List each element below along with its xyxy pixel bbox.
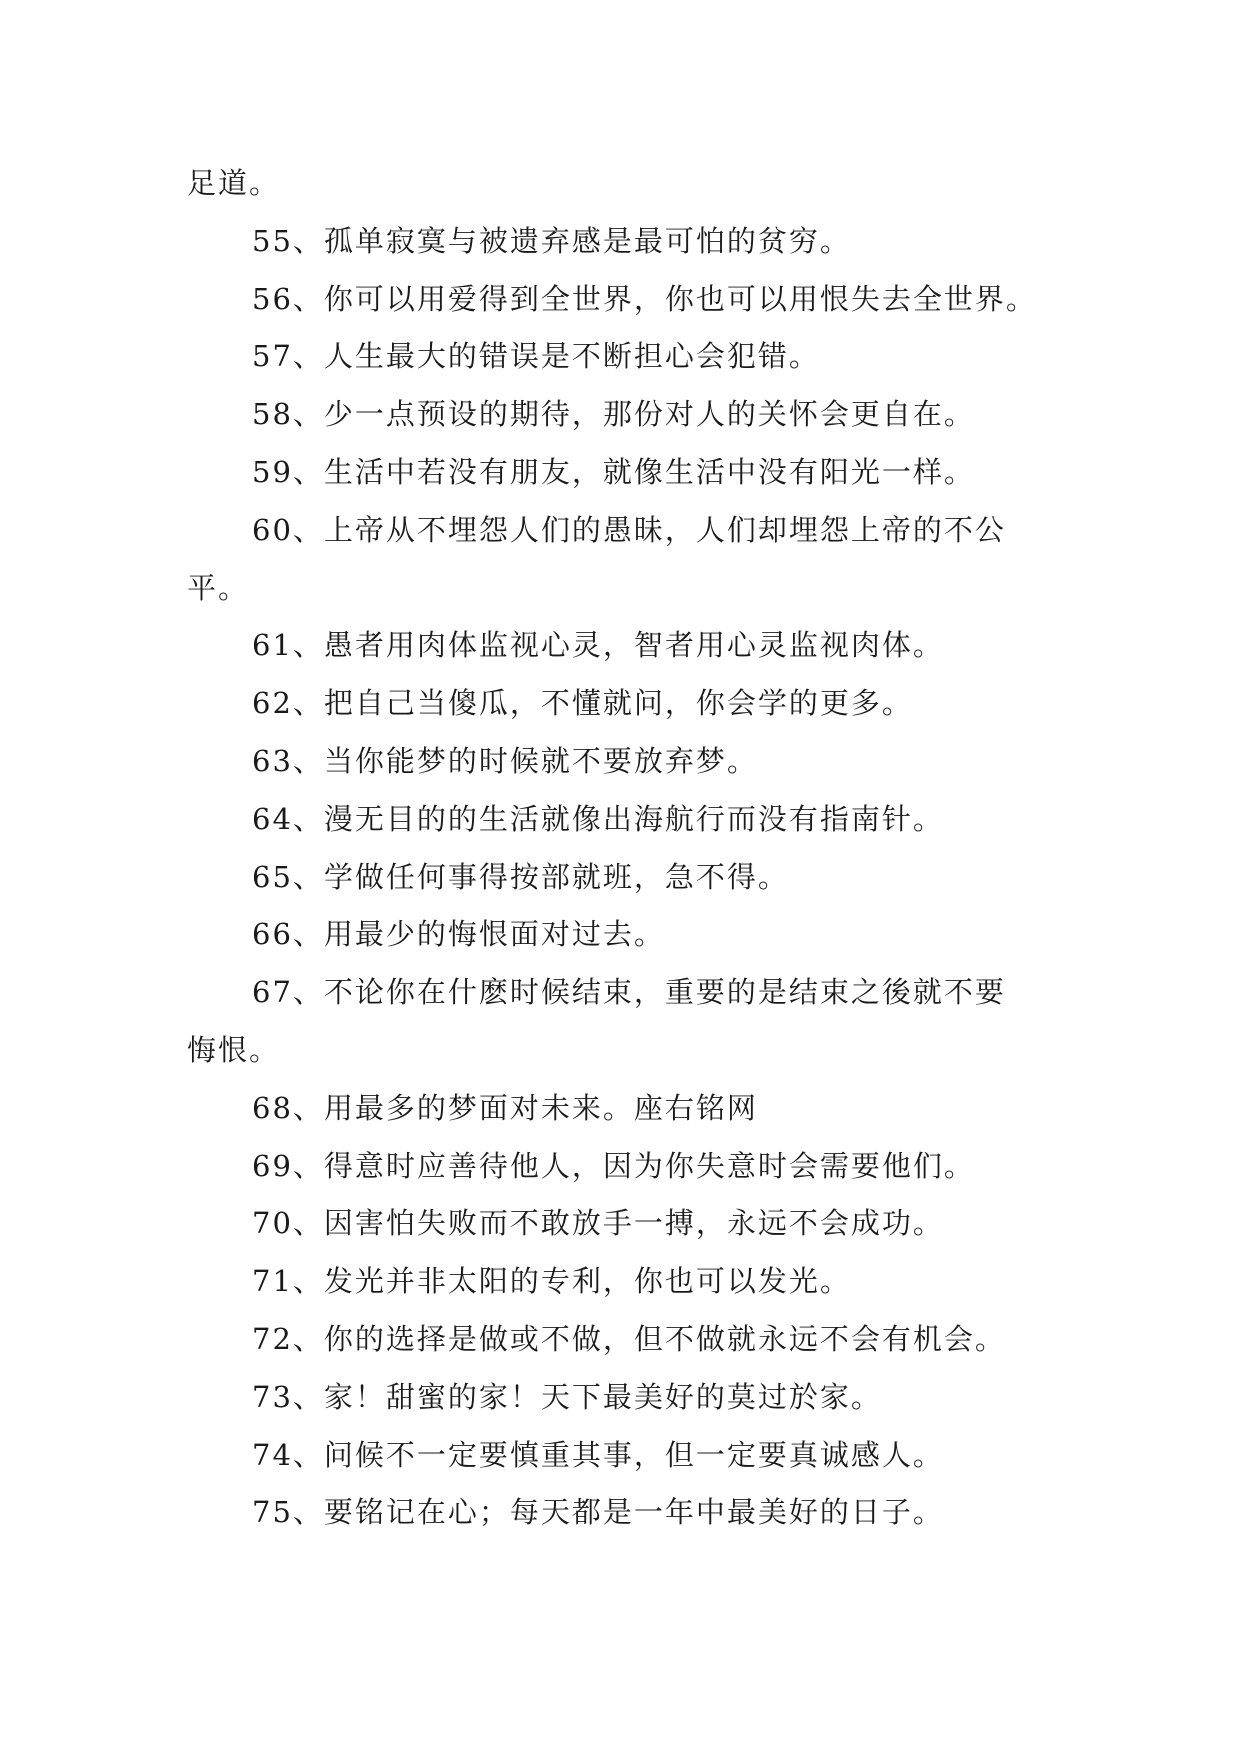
quote-69: 69、得意时应善待他人，因为你失意时会需要他们。 <box>252 1148 975 1183</box>
quote-64: 64、漫无目的的生活就像出海航行而没有指南针。 <box>252 801 944 836</box>
quote-68: 68、用最多的梦面对未来。座右铭网 <box>252 1090 758 1125</box>
quote-75: 75、要铭记在心；每天都是一年中最美好的日子。 <box>252 1495 944 1530</box>
quote-71: 71、发光并非太阳的专利，你也可以发光。 <box>252 1264 851 1299</box>
continuation-line: 足道。 <box>187 166 281 200</box>
quote-56: 56、你可以用爱得到全世界，你也可以用恨失去全世界。 <box>252 281 1037 316</box>
quote-66: 66、用最少的悔恨面对过去。 <box>252 917 665 952</box>
quote-72: 72、你的选择是做或不做，但不做就永远不会有机会。 <box>252 1321 1006 1356</box>
quote-73: 73、家！甜蜜的家！天下最美好的莫过於家。 <box>252 1379 882 1414</box>
quote-60: 60、上帝从不埋怨人们的愚昧，人们却埋怨上帝的不公 <box>252 512 1006 547</box>
quote-67: 67、不论你在什麽时候结束，重要的是结束之後就不要 <box>252 975 1006 1010</box>
quote-59: 59、生活中若没有朋友，就像生活中没有阳光一样。 <box>252 454 975 489</box>
quote-65: 65、学做任何事得按部就班，急不得。 <box>252 859 789 894</box>
quote-list <box>187 155 1057 1542</box>
quote-70: 70、因害怕失败而不敢放手一搏，永远不会成功。 <box>252 1206 944 1241</box>
quote-55: 55、孤单寂寞与被遗弃感是最可怕的贫穷。 <box>252 223 851 258</box>
quote-67-continuation: 悔恨。 <box>187 1032 281 1067</box>
quote-63: 63、当你能梦的时候就不要放弃梦。 <box>252 743 758 778</box>
quote-60-continuation: 平。 <box>187 570 250 605</box>
quote-57: 57、人生最大的错误是不断担心会犯错。 <box>252 339 820 374</box>
quote-74: 74、问候不一定要慎重其事，但一定要真诚感人。 <box>252 1437 944 1472</box>
quote-58: 58、少一点预设的期待，那份对人的关怀会更自在。 <box>252 397 975 432</box>
quote-61: 61、愚者用肉体监视心灵，智者用心灵监视肉体。 <box>252 628 944 663</box>
quote-62: 62、把自己当傻瓜，不懂就问，你会学的更多。 <box>252 686 913 721</box>
